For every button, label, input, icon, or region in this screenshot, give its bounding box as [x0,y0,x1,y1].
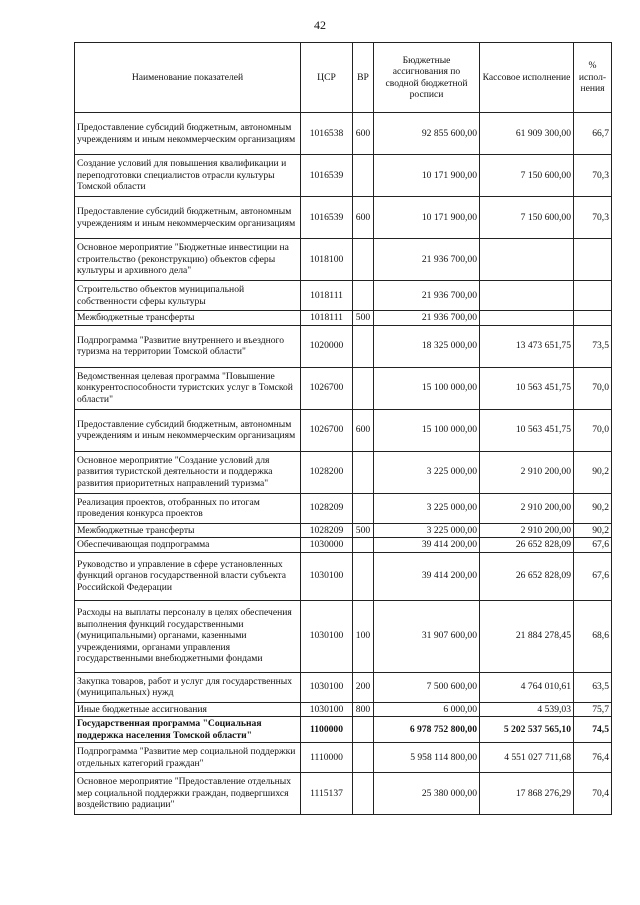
cell-percent: 90,2 [574,493,612,523]
cell-name: Межбюджетные трансферты [75,311,301,326]
cell-name: Предоставление субсидий бюджетным, автономным учреждениям и иным некоммерческим организациям [75,197,301,239]
cell-percent: 66,7 [574,113,612,155]
cell-vr [353,717,374,743]
table-row [75,702,612,717]
cell-cash: 26 652 828,09 [480,552,574,600]
header-row [75,43,612,113]
cell-vr: 500 [353,523,374,538]
cell-percent: 76,4 [574,743,612,773]
cell-budget: 39 414 200,00 [374,538,480,553]
cell-vr [353,281,374,311]
table-row [75,493,612,523]
cell-csr: 1028209 [301,523,353,538]
header-budget: Бюджетные ассигнования по сводной бюджетной росписи [374,43,480,113]
cell-name: Реализация проектов, отобранных по итогам проведения конкурса проектов [75,493,301,523]
cell-percent: 70,3 [574,197,612,239]
cell-vr: 800 [353,702,374,717]
header-cash: Кассовое исполнение [480,43,574,113]
cell-cash: 13 473 651,75 [480,325,574,367]
cell-cash: 4 551 027 711,68 [480,743,574,773]
cell-name: Основное мероприятие "Бюджетные инвестиции на строительство (реконструкцию) объектов сферы культуры и архивного дела" [75,239,301,281]
cell-vr [353,743,374,773]
cell-csr: 1100000 [301,717,353,743]
cell-budget: 15 100 000,00 [374,409,480,451]
cell-budget: 21 936 700,00 [374,281,480,311]
cell-budget: 6 000,00 [374,702,480,717]
cell-cash: 26 652 828,09 [480,538,574,553]
cell-cash [480,281,574,311]
cell-name: Закупка товаров, работ и услуг для государственных (муниципальных) нужд [75,672,301,702]
cell-budget: 39 414 200,00 [374,552,480,600]
cell-budget: 6 978 752 800,00 [374,717,480,743]
cell-budget: 21 936 700,00 [374,311,480,326]
cell-csr: 1115137 [301,773,353,815]
cell-percent: 63,5 [574,672,612,702]
table-row [75,113,612,155]
cell-budget: 10 171 900,00 [374,197,480,239]
cell-cash: 21 884 278,45 [480,600,574,672]
cell-cash: 10 563 451,75 [480,409,574,451]
cell-csr: 1030100 [301,672,353,702]
table-row [75,239,612,281]
cell-name: Руководство и управление в сфере установленных функций органов государственной власти субъекта Российской Федерации [75,552,301,600]
cell-percent: 70,0 [574,367,612,409]
table-row [75,773,612,815]
cell-name: Иные бюджетные ассигнования [75,702,301,717]
cell-csr: 1026700 [301,367,353,409]
cell-vr: 500 [353,311,374,326]
cell-vr [353,367,374,409]
cell-csr: 1016539 [301,197,353,239]
cell-percent [574,281,612,311]
cell-percent: 90,2 [574,523,612,538]
table-row [75,523,612,538]
cell-name: Обеспечивающая подпрограмма [75,538,301,553]
cell-budget: 15 100 000,00 [374,367,480,409]
cell-vr: 600 [353,197,374,239]
cell-name: Основное мероприятие "Предоставление отдельных мер социальной поддержки граждан, подвергшихся воздействию радиации" [75,773,301,815]
cell-vr [353,155,374,197]
cell-csr: 1016538 [301,113,353,155]
table-row [75,409,612,451]
cell-csr: 1030000 [301,538,353,553]
cell-percent [574,239,612,281]
table-row [75,155,612,197]
table-row [75,367,612,409]
cell-csr: 1026700 [301,409,353,451]
cell-cash: 4 539,03 [480,702,574,717]
cell-cash: 10 563 451,75 [480,367,574,409]
cell-percent: 67,6 [574,552,612,600]
cell-csr: 1110000 [301,743,353,773]
page-number: 42 [314,18,326,32]
cell-csr: 1016539 [301,155,353,197]
cell-budget: 3 225 000,00 [374,523,480,538]
cell-vr [353,538,374,553]
cell-csr: 1028209 [301,493,353,523]
cell-vr: 600 [353,113,374,155]
cell-percent [574,311,612,326]
cell-percent: 67,6 [574,538,612,553]
cell-vr: 200 [353,672,374,702]
table-row [75,552,612,600]
cell-percent: 70,4 [574,773,612,815]
cell-budget: 21 936 700,00 [374,239,480,281]
cell-percent: 70,3 [574,155,612,197]
cell-name: Ведомственная целевая программа "Повышение конкурентоспособности туристских услуг в Томской области" [75,367,301,409]
cell-name: Основное мероприятие "Создание условий для развития туристской деятельности и поддержка развития приоритетных направлений туризма" [75,451,301,493]
header-name: Наименование показателей [75,43,301,113]
header-percent: % испол-нения [574,43,612,113]
budget-table [74,42,612,815]
cell-cash: 2 910 200,00 [480,523,574,538]
cell-name: Предоставление субсидий бюджетным, автономным учреждениям и иным некоммерческим организациям [75,409,301,451]
cell-budget: 92 855 600,00 [374,113,480,155]
cell-vr [353,451,374,493]
cell-percent: 90,2 [574,451,612,493]
cell-cash: 7 150 600,00 [480,197,574,239]
cell-vr: 600 [353,409,374,451]
cell-cash: 5 202 537 565,10 [480,717,574,743]
cell-csr: 1028200 [301,451,353,493]
table-row [75,281,612,311]
cell-csr: 1020000 [301,325,353,367]
cell-vr [353,325,374,367]
cell-percent: 70,0 [574,409,612,451]
table-row [75,451,612,493]
cell-csr: 1030100 [301,600,353,672]
cell-vr: 100 [353,600,374,672]
cell-budget: 10 171 900,00 [374,155,480,197]
cell-csr: 1018111 [301,281,353,311]
table-row [75,197,612,239]
header-vr: ВР [353,43,374,113]
cell-name: Расходы на выплаты персоналу в целях обеспечения выполнения функций государственными (муниципальными) органами, казенными учреждениями, органами управления государственными внебюджетными фондами [75,600,301,672]
table-row [75,311,612,326]
cell-percent: 75,7 [574,702,612,717]
cell-name: Подпрограмма "Развитие внутреннего и въездного туризма на территории Томской области" [75,325,301,367]
cell-cash: 4 764 010,61 [480,672,574,702]
cell-budget: 3 225 000,00 [374,451,480,493]
table-row [75,743,612,773]
cell-name: Подпрограмма "Развитие мер социальной поддержки отдельных категорий граждан" [75,743,301,773]
cell-budget: 7 500 600,00 [374,672,480,702]
cell-budget: 3 225 000,00 [374,493,480,523]
cell-budget: 18 325 000,00 [374,325,480,367]
cell-cash [480,311,574,326]
table-row [75,325,612,367]
cell-cash: 2 910 200,00 [480,451,574,493]
cell-budget: 31 907 600,00 [374,600,480,672]
cell-cash: 2 910 200,00 [480,493,574,523]
table-row [75,538,612,553]
cell-vr [353,552,374,600]
cell-percent: 68,6 [574,600,612,672]
cell-name: Создание условий для повышения квалификации и переподготовки специалистов отрасли культуры Томской области [75,155,301,197]
cell-cash: 7 150 600,00 [480,155,574,197]
table-row [75,600,612,672]
cell-percent: 74,5 [574,717,612,743]
cell-cash: 17 868 276,29 [480,773,574,815]
cell-name: Строительство объектов муниципальной собственности сферы культуры [75,281,301,311]
cell-name: Государственная программа "Социальная поддержка населения Томской области" [75,717,301,743]
cell-vr [353,493,374,523]
cell-percent: 73,5 [574,325,612,367]
table-row [75,717,612,743]
header-csr: ЦСР [301,43,353,113]
cell-csr: 1018100 [301,239,353,281]
cell-vr [353,773,374,815]
cell-vr [353,239,374,281]
cell-budget: 5 958 114 800,00 [374,743,480,773]
cell-budget: 25 380 000,00 [374,773,480,815]
cell-cash [480,239,574,281]
cell-cash: 61 909 300,00 [480,113,574,155]
cell-name: Предоставление субсидий бюджетным, автономным учреждениям и иным некоммерческим организациям [75,113,301,155]
table-body [75,113,612,815]
table-row [75,672,612,702]
cell-csr: 1030100 [301,552,353,600]
cell-name: Межбюджетные трансферты [75,523,301,538]
cell-csr: 1030100 [301,702,353,717]
cell-csr: 1018111 [301,311,353,326]
